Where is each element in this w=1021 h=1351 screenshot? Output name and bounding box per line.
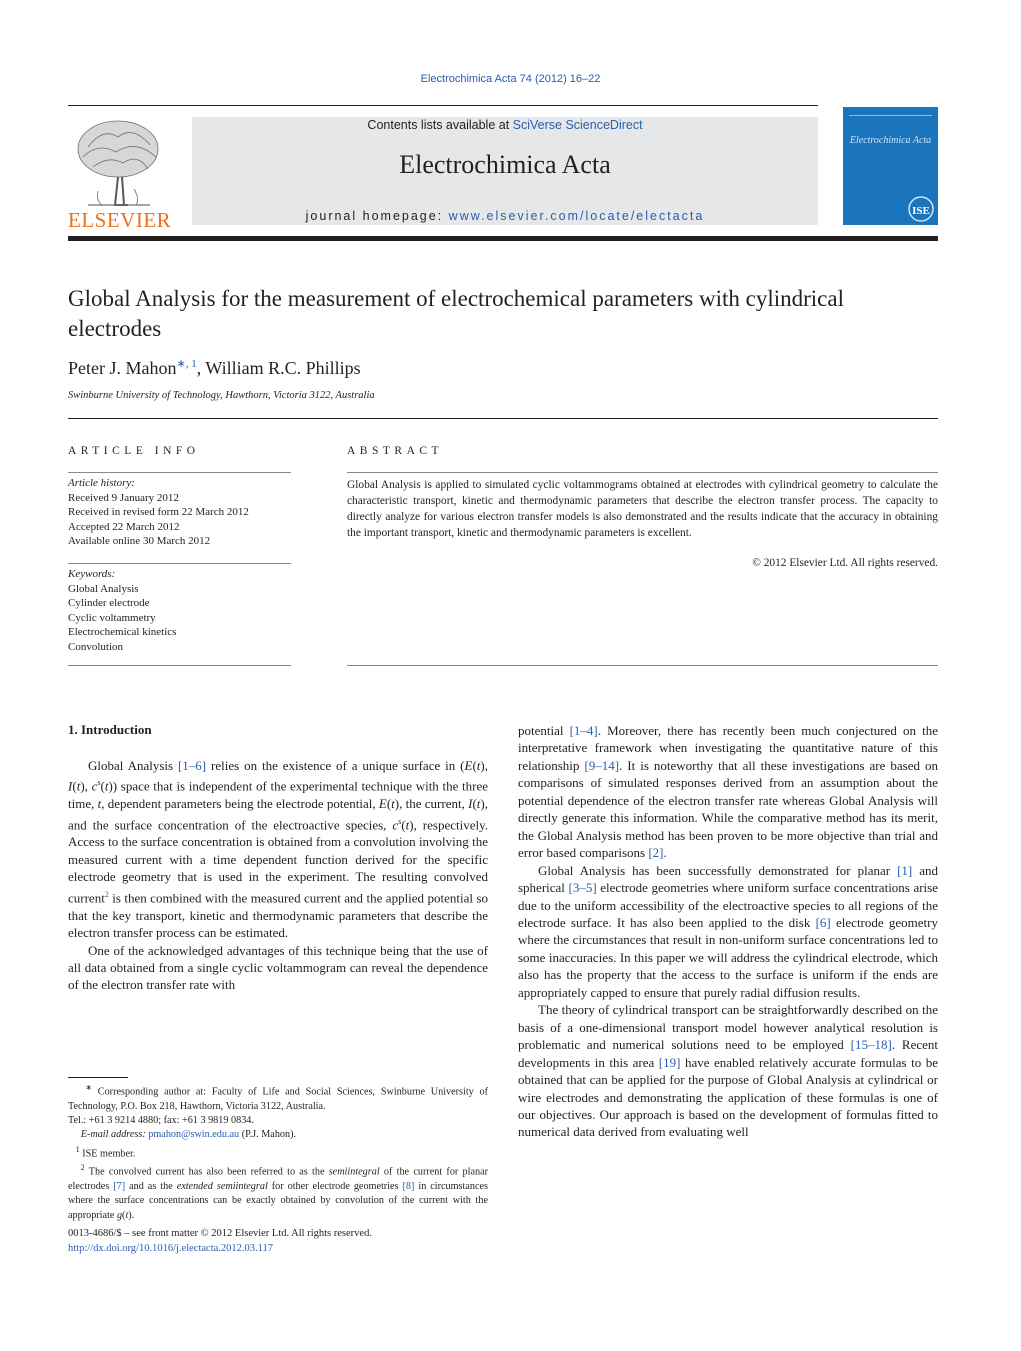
footnote-email: E-mail address: pmahon@swin.edu.au (P.J. Mahon). — [80, 1129, 297, 1141]
body-paragraph: Global Analysis has been successfully demonstrated for planar [1] and spherical [3–5] electrode geometries where uniform surface concentrations arise due to the uniform accessibility of the electroactive species to all regions of the electrode surface. It has also been applied to the disk [6] electrode geometry where the circumstances that result in non-uniform surface concentrations led to some inaccuracies. In this paper we will address the cylindrical electrode, which also has the property that the access to the surface is uniform if the ends are appropriately capped to ensure that purely radial diffusion results. — [518, 862, 938, 1000]
cover-title: Electrochimica Acta — [849, 135, 932, 146]
date-online: Available online 30 March 2012 — [68, 535, 211, 547]
abstract-rule — [347, 472, 938, 473]
reference-link[interactable]: [1] — [897, 862, 913, 878]
journal-citation[interactable]: Electrochimica Acta 74 (2012) 16–22 — [420, 73, 601, 85]
contents-availability — [192, 118, 818, 132]
keyword: Global Analysis — [68, 582, 139, 595]
body-paragraph: The theory of cylindrical transport can be straightforwardly described on the basis of a one-dimensional transport model however analytical resolution is problematic and numerical solutions need to be employed [15–18]. Recent developments in this area [19] have enabled relatively accurate formulas to be obtained that can be applied for the purpose of Global Analysis at cylindrical or wire electrodes and demonstrating the application of these formulas is one of our objectives. Our approach is based on the development of formulas fitted to numerical data derived from evaluating well — [518, 1002, 938, 1140]
reference-link[interactable]: [8] — [402, 1180, 415, 1192]
body-paragraph: One of the acknowledged advantages of this technique being that the use of all data obtained from a single cyclic voltammogram can reveal the dependence of the electron transfer rate with — [68, 942, 488, 993]
reference-link[interactable]: [19] — [658, 1054, 681, 1070]
article-title: Global Analysis for the measurement of electrochemical parameters with cylindrical electrodes — [68, 286, 844, 341]
homepage-link[interactable]: www.elsevier.com/locate/electacta — [448, 209, 705, 223]
title-rule — [68, 418, 938, 419]
body-column-left — [68, 757, 488, 994]
footnote-tel: Tel.: +61 3 9214 4880; fax: +61 3 9819 0834. — [68, 1114, 254, 1126]
keyword: Convolution — [68, 640, 124, 653]
elsevier-wordmark: ELSEVIER — [68, 208, 172, 232]
reference-link[interactable]: [3–5] — [568, 880, 597, 896]
footnote-2: $^2$ The convolved current has also been referred to as the semiintegral of the current for planar electrodes [7] and as the extended semiintegral for other electrode geometries [8] in circumstances where the surface concentrations can be exactly obtained by convolution of the current with the appropriate g(t). — [68, 1163, 489, 1221]
abstract-text: Global Analysis is applied to simulated cyclic voltammograms obtained at electrodes with cylindrical geometry to calculate the characteristic transport, kinetic and thermodynamic parameters that describe the electron transfer process. The capacity to directly analyze for various electron transfer models is also demonstrated and the results indicate that the accuracy in obtaining the important transport, kinetic and thermodynamic parameters is excellent. — [347, 479, 938, 539]
info-rule — [68, 665, 291, 666]
issn-line: 0013-4686/$ – see front matter © 2012 Elsevier Ltd. All rights reserved. — [68, 1228, 372, 1239]
footnote-corresponding: ∗ Corresponding author at: Faculty of Life and Social Sciences, Swinburne University of Technology, P.O. Box 218, Hawthorn, Victoria 3122, Australia. — [68, 1083, 488, 1112]
date-received: Received 9 January 2012 — [68, 491, 179, 504]
author-list — [68, 357, 361, 379]
footnotes — [68, 1081, 488, 1223]
page-footer — [68, 1226, 372, 1256]
keyword: Cyclic voltammetry — [68, 611, 156, 624]
info-rule — [68, 472, 291, 473]
info-rule — [68, 563, 291, 564]
date-revised: Received in revised form 22 March 2012 — [68, 506, 249, 518]
author-footnote-marks[interactable]: ∗, 1 — [176, 358, 197, 370]
homepage-label: journal homepage: — [305, 209, 449, 223]
keywords-block — [68, 567, 176, 654]
reference-link[interactable]: [7] — [113, 1180, 126, 1192]
date-accepted: Accepted 22 March 2012 — [68, 520, 180, 533]
body-column-right — [518, 722, 938, 1141]
contents-prefix: Contents lists available at — [367, 118, 513, 132]
keyword: Electrochemical kinetics — [68, 626, 177, 638]
reference-link[interactable]: [9–14] — [584, 757, 620, 773]
article-info-heading: ARTICLE INFO — [68, 445, 200, 457]
doi-link[interactable]: http://dx.doi.org/10.1016/j.electacta.2012.03.117 — [68, 1243, 274, 1254]
keywords-label: Keywords: — [68, 568, 116, 580]
reference-link[interactable]: [1–4] — [569, 723, 598, 738]
reference-link[interactable]: [2] — [648, 845, 664, 861]
journal-cover-thumbnail[interactable] — [843, 107, 938, 225]
body-paragraph: potential [1–4]. Moreover, there has recently been much conjectured on the interpretative framework when investigating the quantitative nature of this relationship [9–14]. It is noteworthy that all these investigations are based on comparisons of simulated responses derived from an assumption about the potential dependence of the electron transfer rate whereas Global Analysis will directly generate this information. While the comparative method has its merit, the Global Analysis method has been proven to be more objective than trial and error based comparisons [2]. — [518, 723, 938, 861]
article-history — [68, 476, 249, 549]
ise-logo-icon — [903, 195, 937, 223]
footnote-rule — [68, 1077, 128, 1078]
abstract-heading: ABSTRACT — [347, 445, 444, 457]
svg-text:ISE: ISE — [912, 205, 930, 217]
email-link[interactable]: pmahon@swin.edu.au — [148, 1129, 240, 1141]
journal-title: Electrochimica Acta — [399, 150, 611, 179]
footnote-1: $^1$ ISE member. — [75, 1144, 136, 1159]
author-mahon[interactable]: Peter J. Mahon — [68, 358, 177, 378]
footnote-ref[interactable]: 2 — [104, 889, 109, 899]
abstract-rule — [347, 665, 938, 666]
author-separator: , — [196, 358, 206, 378]
reference-link[interactable]: [6] — [815, 914, 831, 930]
author-phillips[interactable]: William R.C. Phillips — [205, 358, 361, 378]
history-label: Article history: — [68, 477, 135, 489]
header-top-rule — [68, 105, 818, 106]
abstract-copyright: © 2012 Elsevier Ltd. All rights reserved. — [752, 557, 938, 569]
elsevier-tree-icon — [68, 117, 168, 209]
section-heading-introduction: 1. Introduction — [68, 722, 152, 737]
reference-link[interactable]: [1–6] — [177, 758, 207, 773]
keyword: Cylinder electrode — [68, 597, 150, 609]
affiliation: Swinburne University of Technology, Hawthorn, Victoria 3122, Australia — [68, 390, 375, 401]
reference-link[interactable]: [15–18] — [850, 1037, 892, 1053]
sciencedirect-link[interactable]: SciVerse ScienceDirect — [512, 118, 643, 132]
header-thick-rule — [68, 236, 938, 241]
journal-homepage — [192, 209, 818, 223]
cover-rule — [849, 115, 932, 116]
body-paragraph: Global Analysis [1–6] relies on the existence of a unique surface in (E(t), I(t), $c^s(t)$) space that is independent of the experimental technique with the three time, t, dependent parameters being the electrode potential, E(t), the current, I(t), and the surface concentration of the electroactive species, $c^s(t)$, respectively. Access to the surface concentration is obtained from a convolution involving the measured current with a time dependent function derived for the specific electrode geometry that is used in the experiment. The resulting convolved current$^2$ is then combined with the measured current and the applied potential so that the key transport, kinetic and thermodynamic parameters that describe the electron transfer process can be estimated. — [68, 758, 489, 941]
